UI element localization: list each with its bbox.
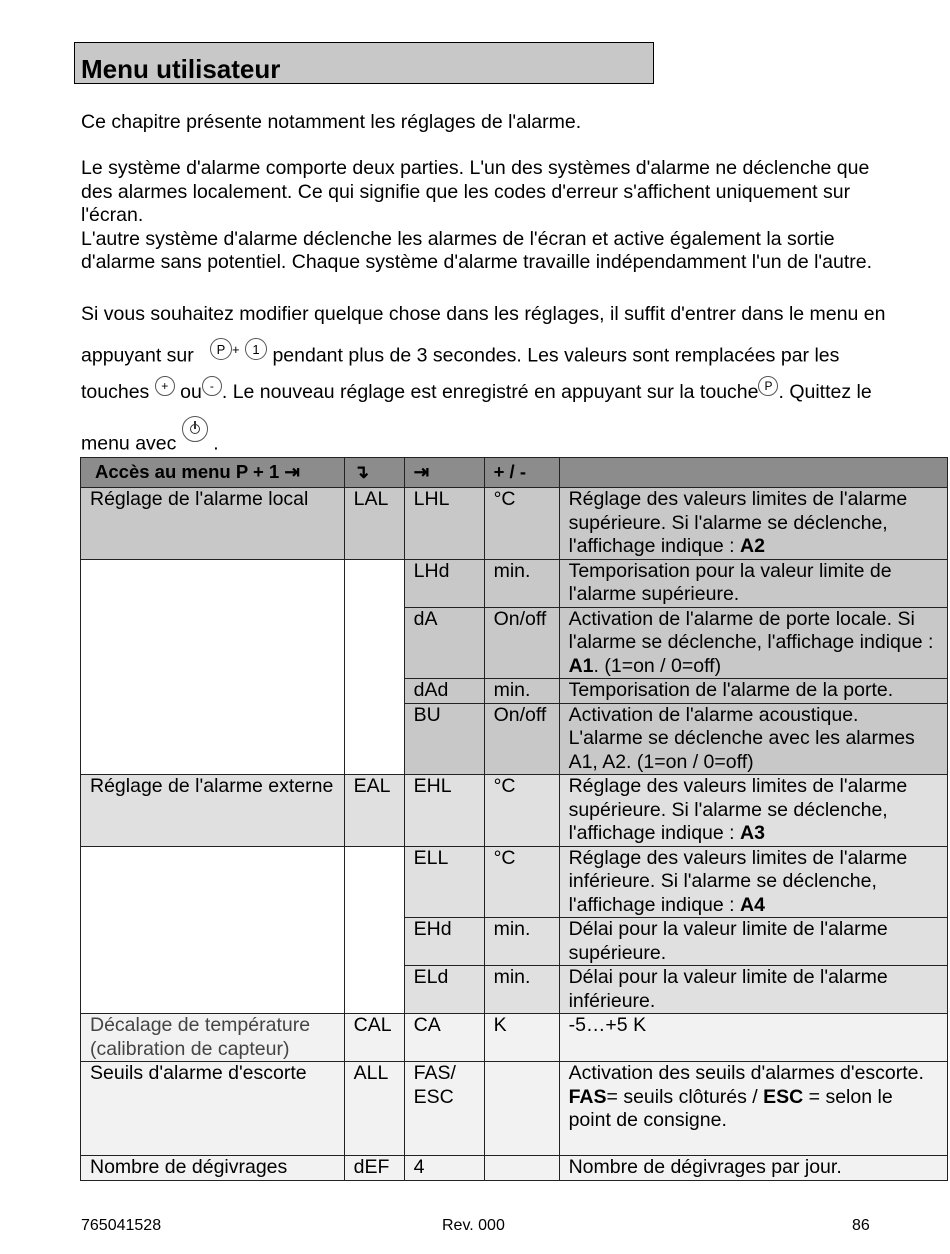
header-enter-icon: ↴ <box>344 458 404 488</box>
table-row: LHd min. Temporisation pour la valeur limite de l'alarme supérieure. <box>81 559 948 607</box>
header-next-icon: ⇥ <box>404 458 484 488</box>
table-row: Réglage de l'alarme externe EAL EHL °C Réglage des valeurs limites de l'alarme supérieure. Si l'alarme se déclenche, l'affichage indique : A3 <box>81 775 948 847</box>
alarm-description-paragraph: Le système d'alarme comporte deux parties. L'un des systèmes d'alarme ne déclenche que des alarmes localement. Ce qui signifie que les codes d'erreur s'affichent uniquement sur l'écran. L'autre système d'alarme déclenche les alarmes de l'écran et active également la sortie d'alarme sans potentiel. Chaque système d'alarme travaille indépendamment l'un de l'autre. <box>81 157 872 273</box>
intro-paragraph: Ce chapitre présente notamment les réglages de l'alarme. <box>81 111 582 133</box>
menu-access-paragraph: Si vous souhaitez modifier quelque chose dans les réglages, il suffit d'entrer dans le menu en appuyant sur P + 1 pendant plus de 3 secondes. Les valeurs sont remplacées par les touches + ou - . Le nouveau réglage est enregistré en appuyant sur la touche P . Quittez le menu avec . <box>81 303 886 454</box>
section-title-box <box>74 42 654 84</box>
table-row: ELd min. Délai pour la valeur limite de l'alarme inférieure. <box>81 966 948 1014</box>
header-menu-access: Accès au menu P + 1 ⇥ <box>81 458 345 488</box>
header-plus-minus: + / - <box>484 458 559 488</box>
key-minus-icon: - <box>202 376 222 396</box>
power-button-icon <box>182 416 208 442</box>
table-row: Décalage de température (calibration de capteur) CAL CA K -5…+5 K <box>81 1014 948 1062</box>
table-row: Seuils d'alarme d'escorte ALL FAS/ ESC Activation des seuils d'alarmes d'escorte. FAS= seuils clôturés / ESC = selon le point de consigne. <box>81 1062 948 1156</box>
footer-doc-number: 765041528 <box>81 1217 162 1234</box>
alarm-settings-table <box>80 457 948 1181</box>
key-p-icon: P <box>758 376 778 396</box>
header-description <box>559 458 947 488</box>
table-row: dAd min. Temporisation de l'alarme de la porte. <box>81 679 948 704</box>
table-row: Réglage de l'alarme local LAL LHL °C Réglage des valeurs limites de l'alarme supérieure. Si l'alarme se déclenche, l'affichage indique : A2 <box>81 488 948 560</box>
table-row: EHd min. Délai pour la valeur limite de l'alarme supérieure. <box>81 918 948 966</box>
table-row: Nombre de dégivrages dEF 4 Nombre de dégivrages par jour. <box>81 1156 948 1181</box>
table-row: BU On/off Activation de l'alarme acoustique. L'alarme se déclenche avec les alarmes A1, A2. (1=on / 0=off) <box>81 703 948 775</box>
table-row: dA On/off Activation de l'alarme de porte locale. Si l'alarme se déclenche, l'affichage indique : A1. (1=on / 0=off) <box>81 607 948 679</box>
key-plus-icon: + <box>155 376 175 396</box>
footer-revision: Rev. 000 <box>442 1217 505 1234</box>
table-row: ELL °C Réglage des valeurs limites de l'alarme inférieure. Si l'alarme se déclenche, l'affichage indique : A4 <box>81 846 948 918</box>
key-p-icon: P <box>210 338 232 360</box>
table-header-row <box>81 458 948 488</box>
footer-page-number: 86 <box>852 1217 870 1234</box>
key-1-icon: 1 <box>245 338 267 360</box>
page-title: Menu utilisateur <box>81 54 281 84</box>
